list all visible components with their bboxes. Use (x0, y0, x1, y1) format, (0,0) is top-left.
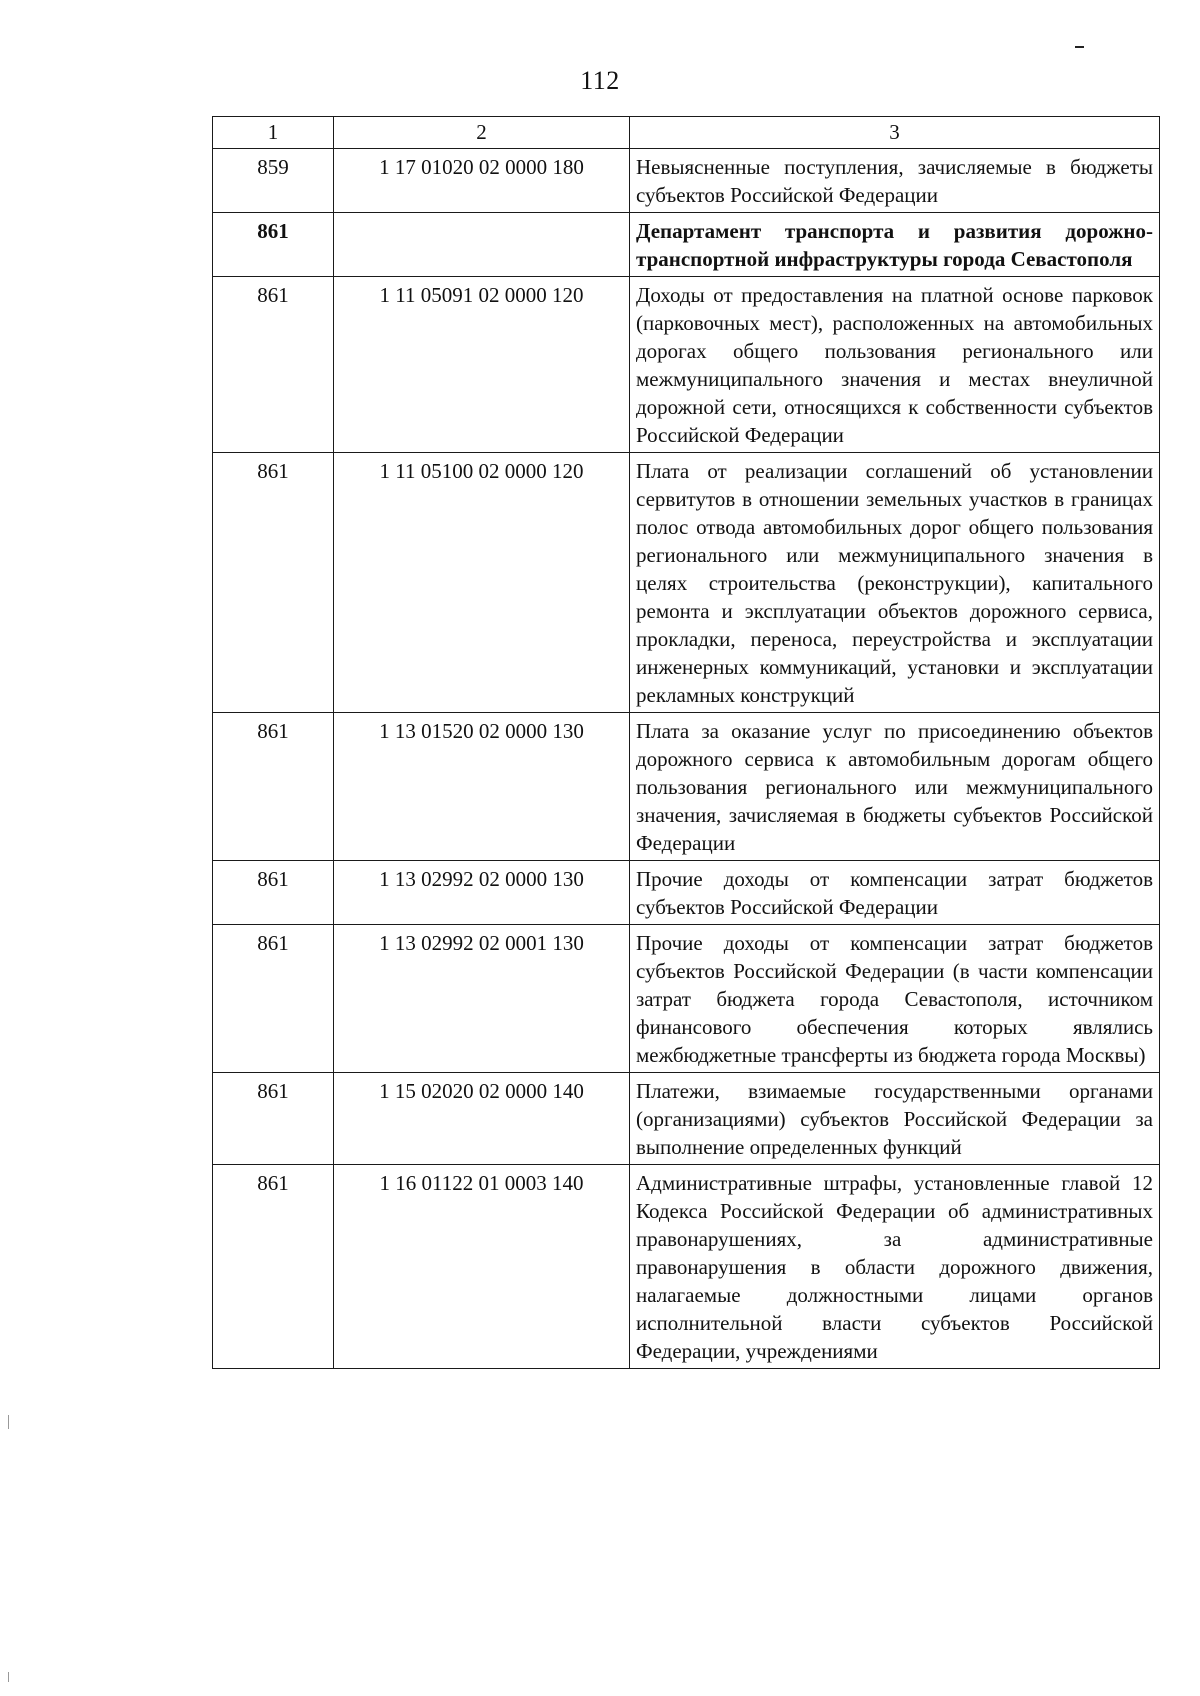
revenue-code-cell: 1 13 02992 02 0001 130 (334, 925, 630, 1073)
table-row (213, 149, 1160, 213)
admin-code-cell: 861 (213, 213, 334, 277)
department-row (213, 213, 1160, 277)
revenue-name-cell: Невыясненные поступления, зачисляемые в бюджеты субъектов Российской Федерации (630, 149, 1160, 213)
revenue-code-cell: 1 15 02020 02 0000 140 (334, 1073, 630, 1165)
table-row (213, 277, 1160, 453)
page-number: 112 (580, 66, 620, 95)
revenue-code-cell: 1 13 01520 02 0000 130 (334, 713, 630, 861)
column-header: 3 (630, 117, 1160, 149)
revenue-code-cell: 1 11 05100 02 0000 120 (334, 453, 630, 713)
admin-code-cell: 861 (213, 453, 334, 713)
table-row (213, 861, 1160, 925)
column-header: 1 (213, 117, 334, 149)
table-header-row (213, 117, 1160, 149)
table-row (213, 453, 1160, 713)
admin-code-cell: 861 (213, 713, 334, 861)
scan-mark (1075, 46, 1084, 48)
admin-code-cell: 861 (213, 277, 334, 453)
revenue-name-cell: Административные штрафы, установленные главой 12 Кодекса Российской Федерации об административных правонарушениях, за административные правонарушения в области дорожного движения, налагаемые должностными лицами органов исполнительной власти субъектов Российской Федерации, учреждениями (630, 1165, 1160, 1369)
table-row (213, 925, 1160, 1073)
revenue-name-cell: Плата за оказание услуг по присоединению объектов дорожного сервиса к автомобильным дорогам общего пользования регионального или межмуниципального значения, зачисляемая в бюджеты субъектов Российской Федерации (630, 713, 1160, 861)
revenue-code-cell (334, 213, 630, 277)
revenue-name-cell: Прочие доходы от компенсации затрат бюджетов субъектов Российской Федерации (в части компенсации затрат бюджета города Севастополя, источником финансового обеспечения которых являлись межбюджетные трансферты из бюджета города Москвы) (630, 925, 1160, 1073)
revenue-name-cell: Департамент транспорта и развития дорожно-транспортной инфраструктуры города Севастополя (630, 213, 1160, 277)
admin-code-cell: 861 (213, 861, 334, 925)
column-header: 2 (334, 117, 630, 149)
revenue-code-cell: 1 17 01020 02 0000 180 (334, 149, 630, 213)
admin-code-cell: 861 (213, 925, 334, 1073)
table-row (213, 1073, 1160, 1165)
revenue-name-cell: Доходы от предоставления на платной основе парковок (парковочных мест), расположенных на автомобильных дорогах общего пользования регионального или межмуниципального значения и местах внеуличной дорожной сети, относящихся к собственности субъектов Российской Федерации (630, 277, 1160, 453)
admin-code-cell: 861 (213, 1073, 334, 1165)
revenue-code-cell: 1 11 05091 02 0000 120 (334, 277, 630, 453)
revenue-code-cell: 1 16 01122 01 0003 140 (334, 1165, 630, 1369)
admin-code-cell: 859 (213, 149, 334, 213)
revenue-name-cell: Плата от реализации соглашений об установлении сервитутов в отношении земельных участков в границах полос отвода автомобильных дорог общего пользования регионального или межмуниципального значения в целях строительства (реконструкции), капитального ремонта и эксплуатации объектов дорожного сервиса, прокладки, переноса, переустройства и эксплуатации инженерных коммуникаций, установки и эксплуатации рекламных конструкций (630, 453, 1160, 713)
scan-mark (8, 1415, 9, 1429)
revenue-code-cell: 1 13 02992 02 0000 130 (334, 861, 630, 925)
table-row (213, 713, 1160, 861)
revenue-codes-table (212, 116, 1160, 1369)
scan-mark (8, 1672, 9, 1682)
revenue-name-cell: Платежи, взимаемые государственными органами (организациями) субъектов Российской Федерации за выполнение определенных функций (630, 1073, 1160, 1165)
table-row (213, 1165, 1160, 1369)
admin-code-cell: 861 (213, 1165, 334, 1369)
revenue-name-cell: Прочие доходы от компенсации затрат бюджетов субъектов Российской Федерации (630, 861, 1160, 925)
